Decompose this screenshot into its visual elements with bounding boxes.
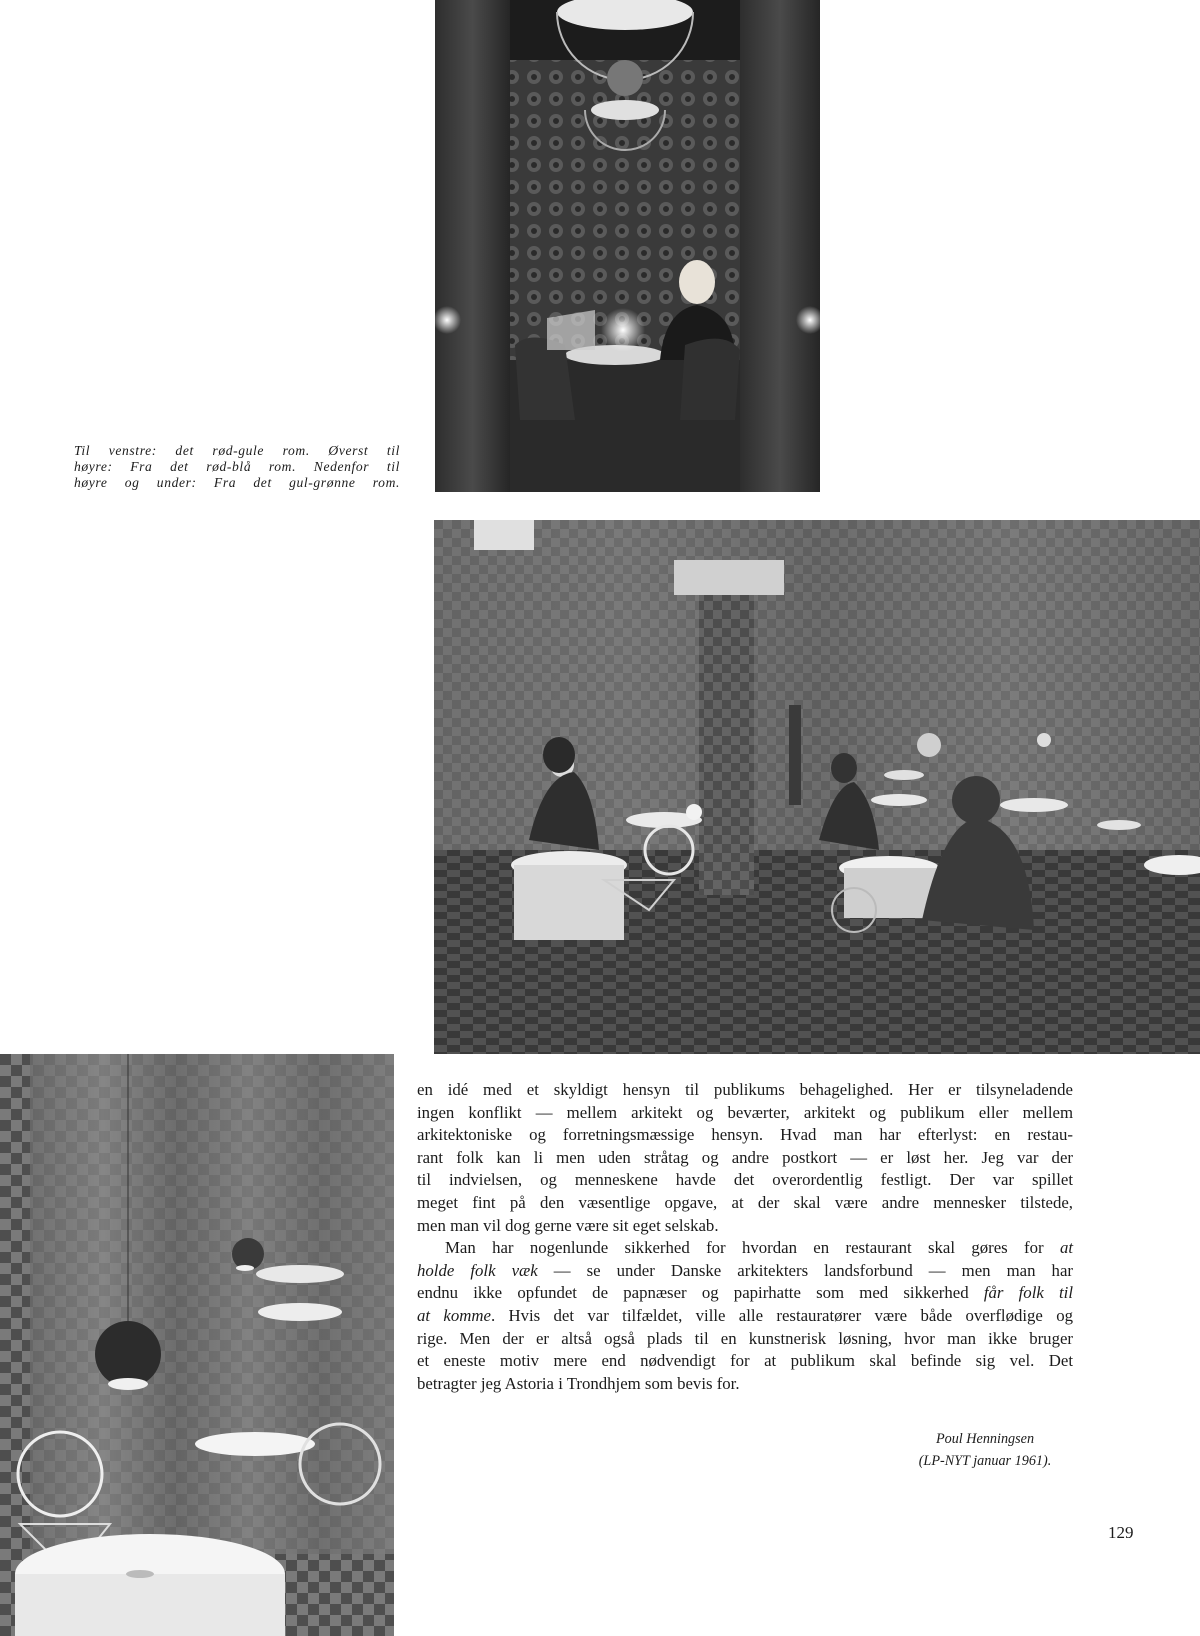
caption-line-3: høyre og under: Fra det gul-grønne rom.: [74, 475, 400, 490]
source-citation: (LP-NYT januar 1961).: [918, 1453, 1052, 1469]
caption-line-2: høyre: Fra det rød-blå rom. Nedenfor til: [74, 459, 400, 474]
paragraph-2-line: [417, 1237, 1073, 1260]
article-text: [417, 1079, 1073, 1395]
paragraph-2-line: [417, 1260, 1073, 1283]
paragraph-1-line: rant folk kan li men uden stråtag og andre postkort — er løst her. Jeg var der: [417, 1147, 1073, 1167]
paragraph-1-line: en idé med et skyldigt hensyn til publikums behagelighed. Her er tilsyneladende: [417, 1080, 1073, 1099]
page-number: 129: [1108, 1523, 1134, 1542]
paragraph-2-line: [417, 1282, 1073, 1305]
photo-bottom-yellow-green-room: [0, 1054, 394, 1636]
paragraph-2-line: rige. Men der er altså også plads til en kunstnerisk løsning, hvor man ikke bruger: [417, 1328, 1073, 1348]
italic-run: at komme: [417, 1305, 491, 1325]
paragraph-1-line: arkitektoniske og forretningsmæssige hensyn. Hvad man har efterlyst: en restau-: [417, 1125, 1073, 1145]
paragraph-1-line: ingen konflikt — mellem arkitekt og beværter, arkitekt og publikum eller mellem: [417, 1102, 1073, 1122]
paragraph-1-line: meget fint på den væsentlige opgave, at der skal være andre mennesker tilstede,: [417, 1192, 1073, 1212]
paragraph-2-line: et eneste motiv mere end nødvendigt for at publikum skal befinde sig vel. Det: [417, 1351, 1073, 1371]
photo-caption: [74, 443, 400, 491]
photo-middle-drawing: [434, 520, 1200, 1054]
paragraph-2-line: [417, 1305, 1073, 1328]
paragraph-1-line: men man vil dog gerne være sit eget selskab.: [417, 1215, 719, 1235]
italic-run: får folk til: [983, 1283, 1073, 1303]
italic-run: at: [1059, 1238, 1073, 1258]
author-name: Poul Henningsen: [935, 1431, 1035, 1447]
text-run: . Hvis det var tilfældet, ville alle restauratører være både overflødige og: [490, 1305, 1073, 1325]
italic-run: holde folk væk: [417, 1260, 538, 1280]
caption-line-1: Til venstre: det rød-gule rom. Øverst til: [74, 443, 400, 458]
text-run: endnu ikke opfundet de papnæser og papirhatte som med sikkerhed: [417, 1283, 984, 1303]
photo-top-drawing: [435, 0, 820, 492]
photo-top-red-blue-room: [435, 0, 820, 492]
photo-bottom-drawing: [0, 1054, 394, 1636]
paragraph-2-line: betragter jeg Astoria i Trondhjem som bevis for.: [417, 1373, 740, 1393]
text-run: — se under Danske arkitekters landsforbund — men man har: [537, 1260, 1073, 1280]
photo-middle-restaurant-interior: [434, 520, 1200, 1054]
text-run: Man har nogenlunde sikkerhed for hvordan en restaurant skal gøres for: [445, 1238, 1060, 1258]
article-signature: [880, 1428, 1090, 1472]
paragraph-1-line: til indvielsen, og menneskene havde det overordentlig festligt. Der var spillet: [417, 1170, 1073, 1190]
